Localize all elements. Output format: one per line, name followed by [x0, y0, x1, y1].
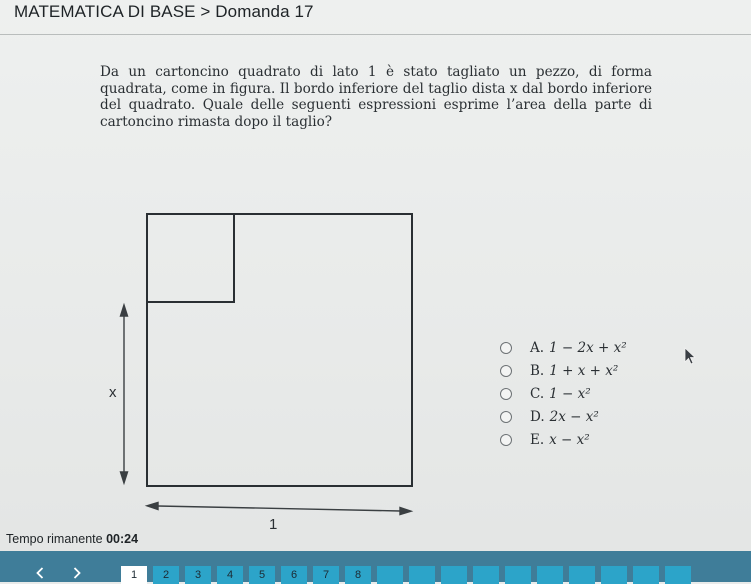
answer-expression: 1 + x + x²	[549, 362, 619, 379]
cut-square	[147, 214, 234, 302]
chevron-right-icon	[73, 567, 81, 579]
question-number[interactable]	[665, 566, 691, 584]
question-number[interactable]: 1	[121, 566, 147, 584]
arrow-x-head-bottom	[121, 472, 128, 483]
answer-letter: D.	[530, 408, 545, 425]
previous-button[interactable]	[33, 563, 47, 582]
answer-list	[500, 336, 627, 451]
timer	[6, 532, 138, 546]
label-side: 1	[269, 516, 278, 533]
arrow-side-head-right	[400, 508, 411, 515]
answer-letter: C.	[530, 385, 545, 402]
answer-option-e[interactable]	[500, 428, 627, 451]
radio-b[interactable]	[500, 365, 512, 377]
answer-letter: E.	[530, 431, 545, 448]
arrow-side-head-left	[147, 503, 158, 510]
next-button[interactable]	[70, 563, 84, 582]
question-number[interactable]	[569, 566, 595, 584]
breadcrumb: MATEMATICA DI BASE > Domanda 17	[14, 2, 314, 21]
chevron-left-icon	[36, 567, 44, 579]
outer-square	[147, 214, 412, 486]
question-number[interactable]	[537, 566, 563, 584]
arrow-side-line	[158, 506, 400, 511]
answer-option-b[interactable]	[500, 359, 627, 382]
answer-expression: 1 − 2x + x²	[549, 339, 627, 356]
arrow-x-head-top	[121, 305, 128, 316]
question-number[interactable]: 5	[249, 566, 275, 584]
question-number[interactable]: 2	[153, 566, 179, 584]
answer-option-a[interactable]	[500, 336, 627, 359]
radio-e[interactable]	[500, 434, 512, 446]
question-number[interactable]	[409, 566, 435, 584]
answer-letter: B.	[530, 362, 545, 379]
question-number[interactable]	[377, 566, 403, 584]
radio-d[interactable]	[500, 411, 512, 423]
question-number[interactable]: 3	[185, 566, 211, 584]
question-number[interactable]	[441, 566, 467, 584]
label-x: x	[109, 384, 117, 401]
timer-label: Tempo rimanente	[6, 532, 103, 546]
answer-option-d[interactable]	[500, 405, 627, 428]
answer-letter: A.	[530, 339, 545, 356]
answer-expression: x − x²	[549, 431, 590, 448]
radio-a[interactable]	[500, 342, 512, 354]
mouse-pointer-icon	[684, 347, 698, 365]
question-number[interactable]: 4	[217, 566, 243, 584]
timer-value: 00:24	[106, 532, 139, 546]
question-number[interactable]: 6	[281, 566, 307, 584]
answer-expression: 2x − x²	[549, 408, 599, 425]
question-number[interactable]: 8	[345, 566, 371, 584]
answer-expression: 1 − x²	[549, 385, 591, 402]
question-text: Da un cartoncino quadrato di lato 1 è stato tagliato un pezzo, di forma quadrata, come in figura. Il bordo inferiore del taglio dista x dal bordo inferiore del quadrato. Quale delle seguenti espressioni esprime l’area della parte di cartoncino rimasta dopo il taglio?	[100, 64, 652, 130]
radio-c[interactable]	[500, 388, 512, 400]
question-number[interactable]	[633, 566, 659, 584]
question-number[interactable]: 7	[313, 566, 339, 584]
answer-option-c[interactable]	[500, 382, 627, 405]
question-number[interactable]	[473, 566, 499, 584]
question-number[interactable]	[601, 566, 627, 584]
question-number[interactable]	[505, 566, 531, 584]
